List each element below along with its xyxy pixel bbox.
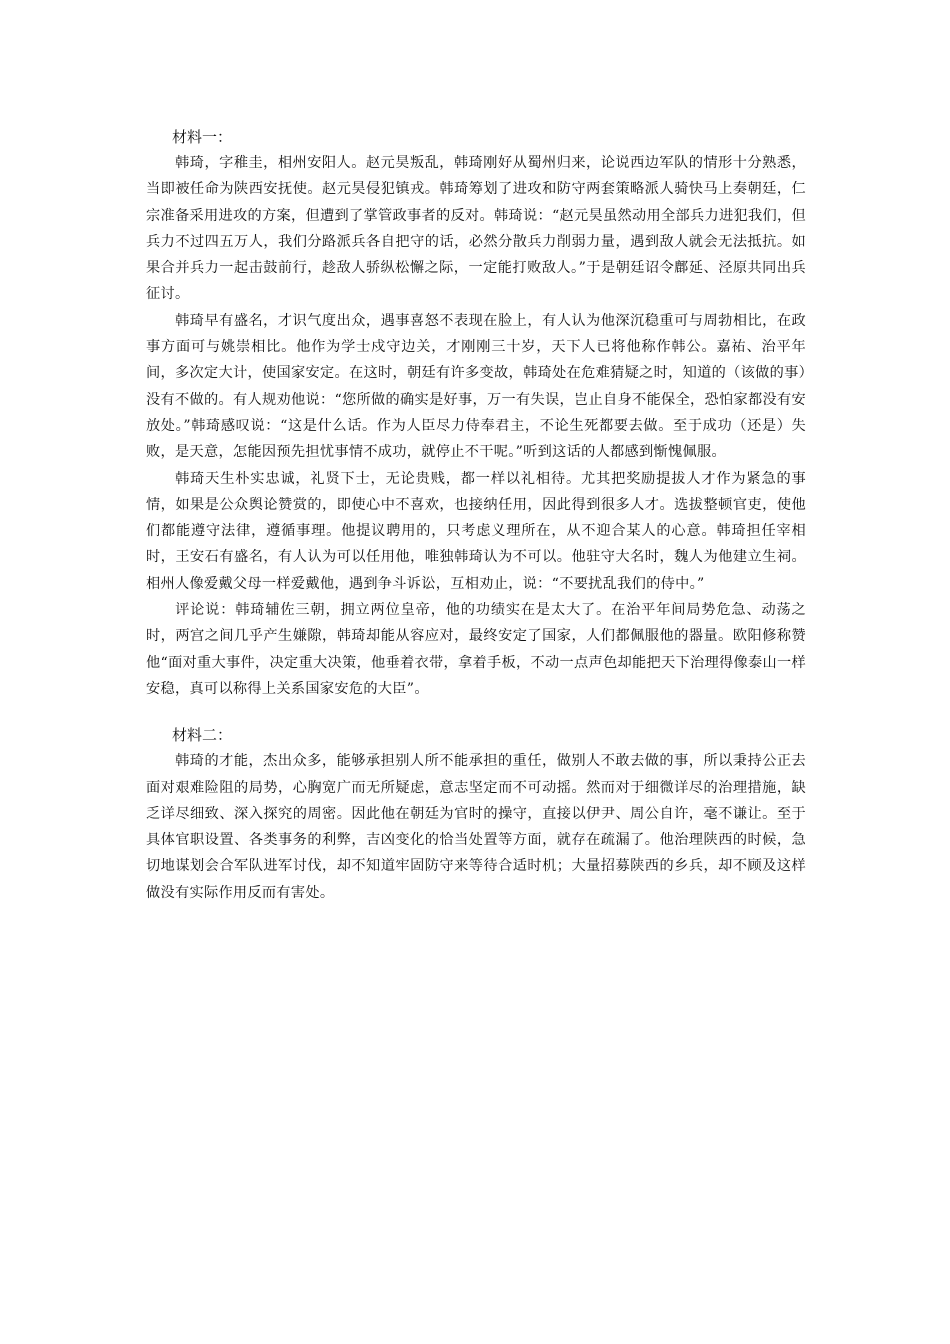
paragraph: 韩琦早有盛名，才识气度出众，遇事喜怒不表现在脸上，有人认为他深沉稳重可与周勃相比，在政事方面可与姚崇相比。他作为学士戍守边关，才刚刚三十岁，天下人已将他称作韩公。嘉祐、治平年间，多次定大计，使国家安定。在这时，朝廷有许多变故，韩琦处在危难猜疑之时，知道的（该做的事）没有不做的。有人规劝他说：“您所做的确实是好事，万一有失误，岂止自身不能保全，恐怕家都没有安放处。”韩琦感叹说：“这是什么话。作为人臣尽力侍奉君主，不论生死都要去做。至于成功（还是）失败，是天意，怎能因预先担忧事情不成功，就停止不干呢。”听到这话的人都感到惭愧佩服。 — [146, 312, 806, 461]
document-page — [146, 124, 806, 906]
section-title: 材料二： — [172, 726, 233, 745]
section-title: 材料一： — [172, 128, 233, 146]
paragraph: 韩琦的才能，杰出众多，能够承担别人所不能承担的重任，做别人不敢去做的事，所以秉持公正去面对艰难险阻的局势，心胸宽广而无所疑虑，意志坚定而不可动摇。然而对于细微详尽的治理措施，缺乏详尽细致、深入探究的周密。因此他在朝廷为官时的操守，直接以伊尹、周公自许，毫不谦让。至于具体官职设置、各类事务的利弊，吉凶变化的恰当处置等方面，就存在疏漏了。他治理陕西的时候，急切地谋划会合军队进军讨伐，却不知道牢固防守来等待合适时机；大量招募陕西的乡兵，却不顾及这样做没有实际作用反而有害处。 — [146, 753, 806, 901]
paragraph: 韩琦，字稚圭，相州安阳人。赵元昊叛乱，韩琦刚好从蜀州归来，论说西边军队的情形十分熟悉，当即被任命为陕西安抚使。赵元昊侵犯镇戎。韩琦筹划了进攻和防守两套策略派人骑快马上奏朝廷，仁宗准备采用进攻的方案，但遭到了掌管政事者的反对。韩琦说：“赵元昊虽然动用全部兵力进犯我们，但兵力不过四五万人，我们分路派兵各自把守的话，必然分散兵力削弱力量，遇到敌人就会无法抵抗。如果合并兵力一起击鼓前行，趁敌人骄纵松懈之际，一定能打败敌人。”于是朝廷诏令鄜延、泾原共同出兵征讨。 — [146, 155, 806, 303]
material-two-section — [146, 722, 806, 906]
paragraph: 韩琦天生朴实忠诚，礼贤下士，无论贵贱，都一样以礼相待。尤其把奖励提拔人才作为紧急的事情，如果是公众舆论赞赏的，即使心中不喜欢，也接纳任用，因此得到很多人才。选拔整顿官吏，使他们都能遵守法律，遵循事理。他提议聘用的，只考虑义理所在，从不迎合某人的心意。韩琦担任宰相时，王安石有盛名，有人认为可以任用他，唯独韩琦认为不可以。他驻守大名时，魏人为他建立生祠。相州人像爱戴父母一样爱戴他，遇到争斗诉讼，互相劝止，说：“不要扰乱我们的侍中。” — [146, 470, 806, 592]
material-one-section — [146, 124, 806, 702]
paragraph: 评论说：韩琦辅佐三朝，拥立两位皇帝，他的功绩实在是太大了。在治平年间局势危急、动荡之时，两宫之间几乎产生嫌隙，韩琦却能从容应对，最终安定了国家，人们都佩服他的器量。欧阳修称赞他“面对重大事件，决定重大决策，他垂着衣带，拿着手板，不动一点声色却能把天下治理得像泰山一样安稳，真可以称得上关系国家安危的大臣”。 — [146, 602, 806, 697]
